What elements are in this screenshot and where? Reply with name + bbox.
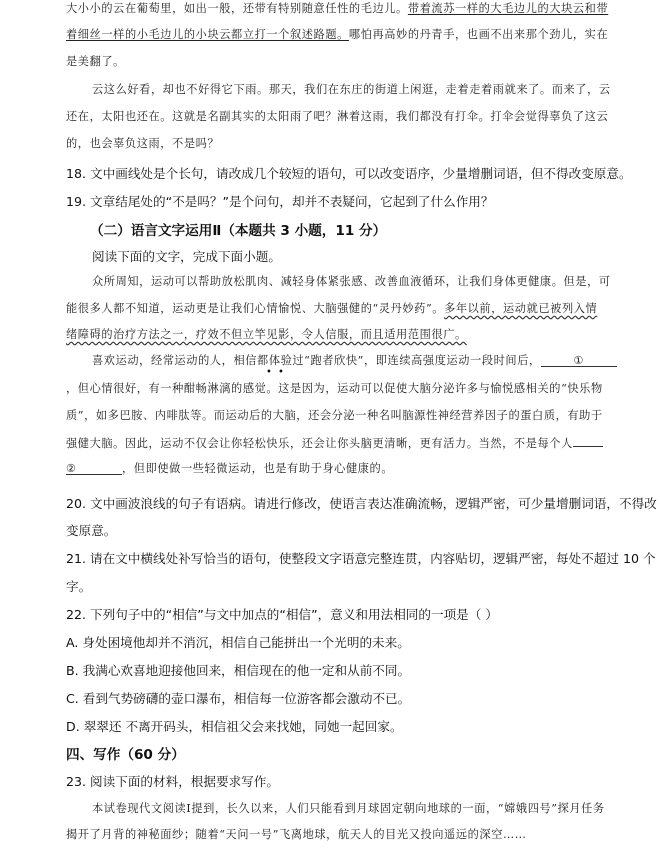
answer-blank-1[interactable]: [541, 354, 617, 367]
passage3-line: 本试卷现代文阅读Ⅰ提到，长久以来，人们只能看到月球固定朝向地球的一面，“嫦娥四号”探月任务: [92, 802, 605, 815]
passage1-line: 是美翻了。: [66, 55, 125, 68]
passage2-text: 喜欢运动，经常运动的人，相信都体验过“跑者欣快”，即连续高强度运动一段时间后，: [92, 354, 541, 367]
emphasis-dot: •: [278, 367, 284, 378]
passage1-line: 云这么好看，却也不好得它下雨。那天，我们在东庄的街道上闲逛，走着走着雨就来了。而来了，云: [92, 83, 611, 96]
passage2-text: 强健大脑。因此，运动不仅会让你轻松快乐，还会让你头脑更清晰，更有活力。当然，不是每个人: [66, 437, 573, 450]
question-21: 21. 请在文中横线处补写恰当的语句，使整段文字语意完整连贯，内容贴切，逻辑严密，每处不超过 10 个: [66, 551, 656, 566]
answer-blank-2[interactable]: [66, 462, 122, 475]
passage2-line: [66, 434, 603, 451]
answer-blank-2-start[interactable]: [573, 434, 603, 447]
option-d[interactable]: D. 翠翠还 不离开码头，相信祖父会来找她，同她一起回家。: [66, 719, 403, 734]
passage2-line: [66, 460, 393, 476]
passage1-line: [66, 0, 608, 16]
option-c[interactable]: C. 看到气势磅礴的壶口瀑布，相信每一位游客都会激动不已。: [66, 691, 411, 706]
passage2-line: ，但心情很好，有一种酣畅淋漓的感觉。这是因为，运动可以促使大脑分泌许多与愉悦感相关的“快乐物: [66, 382, 603, 395]
passage1-line: 的，也会辜负这雨，不是吗？: [66, 137, 220, 150]
question-19: 19. 文章结尾处的“不是吗？”是个问句，却并不表疑问，它起到了什么作用？: [66, 194, 494, 209]
passage1-text: 大小小的云在葡萄里，如出一般，还带有特别随意任性的毛边儿。: [66, 2, 408, 15]
passage2-wavy-text: 多年以前，运动就已被列入情: [444, 302, 598, 315]
blank-marker-2: ②: [66, 462, 77, 475]
question-22: 22. 下列句子中的“相信”与文中加点的“相信”，意义和用法相同的一项是（ ）: [66, 607, 498, 622]
option-a[interactable]: A. 身处困境他却并不消沉，相信自己能拼出一个光明的未来。: [66, 635, 410, 650]
question-21-cont: 字。: [66, 579, 92, 594]
passage1-underlined-text: 带着流苏一样的大毛边儿的大块云和带: [407, 2, 609, 15]
blank-marker-1: ①: [573, 354, 585, 367]
question-23: 23. 阅读下面的材料，根据要求写作。: [66, 774, 279, 789]
passage3-line: 揭开了月背的神秘面纱；随着“天问一号”飞离地球，航天人的目光又投向遥远的深空……: [66, 828, 527, 841]
question-18: 18. 文中画线处是个长句，请改成几个较短的语句，可以改变语序，少量增删词语，但不得改变原意。: [66, 166, 632, 181]
emphasis-dot: •: [266, 367, 272, 378]
passage1-underlined-text: 着细丝一样的小毛边儿的小块云都立打一个叙述路题。: [66, 28, 349, 41]
question-20: 20. 文中画波浪线的句子有语病。请进行修改，使语言表达准确流畅，逻辑严密，可少量增删词语，不得改: [66, 496, 657, 511]
passage2-line: 质”，如多巴胺、内啡肽等。而运动后的大脑，还会分泌一种名叫脑源性神经营养因子的蛋白质，有助于: [66, 409, 603, 422]
section-4-title: 四、写作（60 分）: [66, 747, 185, 763]
passage2-wavy-text: 绪障碍的治疗方法之一，疗效不但立竿见影，令人信服，而且适用范围很广。: [66, 328, 467, 341]
question-20-cont: 变原意。: [66, 523, 117, 538]
passage2-line: [66, 300, 597, 316]
passage1-line: 还在，太阳也还在。这就是名副其实的太阳雨了吧？淋着这雨，我们都没有打伞。打伞会觉得辜负了这云: [66, 110, 609, 123]
passage1-line: [66, 26, 608, 42]
option-b[interactable]: B. 我满心欢喜地迎接他回来，相信现在的他一定和从前不同。: [66, 663, 411, 678]
passage2-text: ，但即使做一些轻微运动，也是有助于身心健康的。: [122, 462, 394, 475]
passage2-line: [92, 352, 617, 368]
passage2-text: 能很多人都不知道，运动更是让我们心情愉悦、大脑强健的“灵丹妙药”。: [66, 302, 445, 315]
passage1-text: 哪怕再高妙的丹青手，也画不出来那个劲儿，实在: [348, 28, 609, 41]
section-2-instruction: 阅读下面的文字，完成下面小题。: [92, 249, 281, 264]
passage2-line: [66, 326, 467, 342]
section-2-title: （二）语言文字运用Ⅱ（本题共 3 小题，11 分）: [90, 223, 387, 239]
passage2-line: 众所周知，运动可以帮助放松肌肉、减轻身体紧张感、改善血液循环，让我们身体更健康。但是，可: [92, 275, 611, 288]
